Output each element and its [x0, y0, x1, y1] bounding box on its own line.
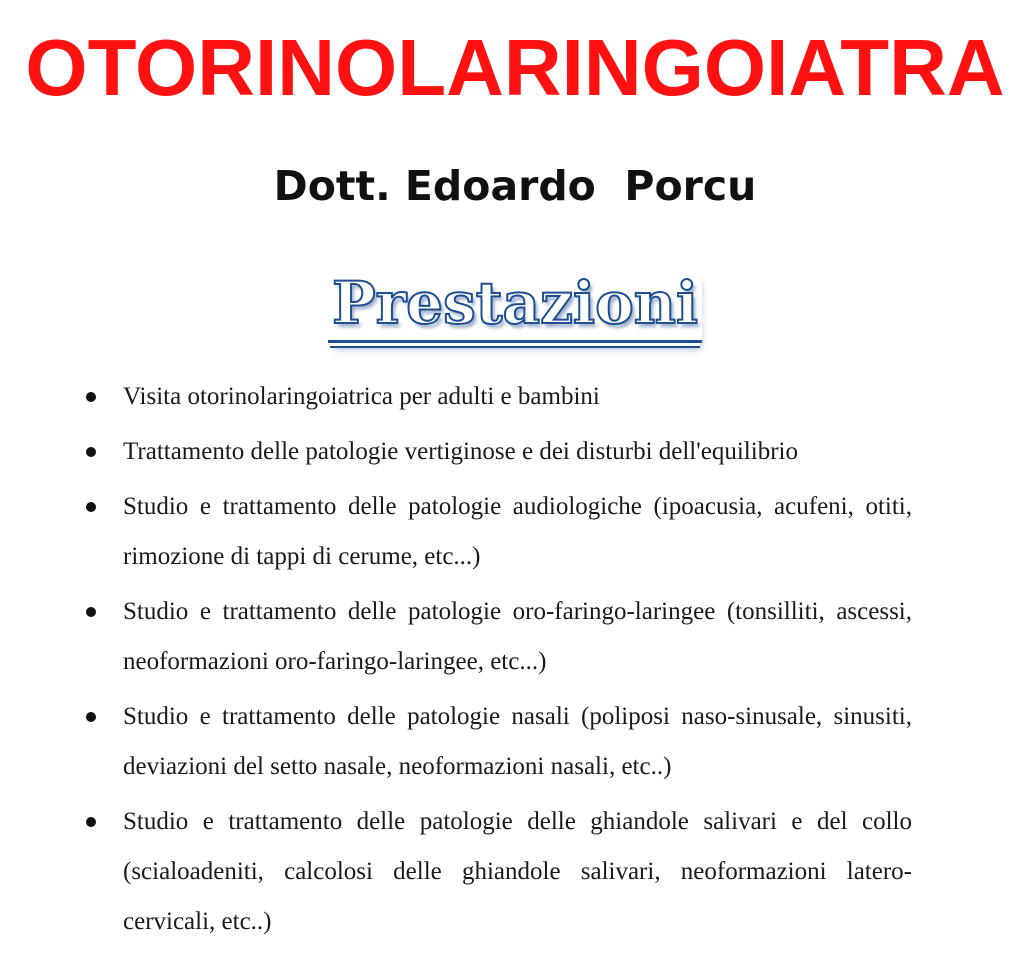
service-text: Studio e trattamento delle patologie audiologiche (ipoacusia, acufeni, otiti, rimozione di tappi di cerume, etc...)	[123, 493, 912, 570]
services-heading: Prestazioni	[328, 268, 702, 343]
services-list	[86, 372, 912, 952]
bullet-dot-icon	[86, 502, 96, 512]
service-text: Studio e trattamento delle patologie nasali (poliposi naso-sinusale, sinusiti, deviazioni del setto nasale, neoformazioni nasali, etc..)	[123, 703, 912, 780]
list-item	[86, 372, 912, 422]
section-heading-wrapper	[0, 268, 1030, 343]
bullet-dot-icon	[86, 817, 96, 827]
specialty-title: OTORINOLARINGOIATRA	[25, 23, 1005, 112]
bullet-dot-icon	[86, 712, 96, 722]
list-item	[86, 482, 912, 582]
bullet-dot-icon	[86, 607, 96, 617]
service-text: Visita otorinolaringoiatrica per adulti e bambini	[123, 383, 600, 410]
list-item	[86, 587, 912, 687]
list-item	[86, 692, 912, 792]
bullet-dot-icon	[86, 392, 96, 402]
bullet-dot-icon	[86, 447, 96, 457]
list-item	[86, 427, 912, 477]
list-item	[86, 797, 912, 947]
doctor-name: Dott. Edoardo Porcu	[273, 162, 757, 210]
service-text: Trattamento delle patologie vertiginose e dei disturbi dell'equilibrio	[123, 438, 798, 465]
service-text: Studio e trattamento delle patologie delle ghiandole salivari e del collo (scialoadeniti, calcolosi delle ghiandole salivari, neoformazioni latero-cervicali, etc..)	[123, 808, 912, 935]
service-text: Studio e trattamento delle patologie oro-faringo-laringee (tonsilliti, ascessi, neoformazioni oro-faringo-laringee, etc...)	[123, 598, 912, 675]
